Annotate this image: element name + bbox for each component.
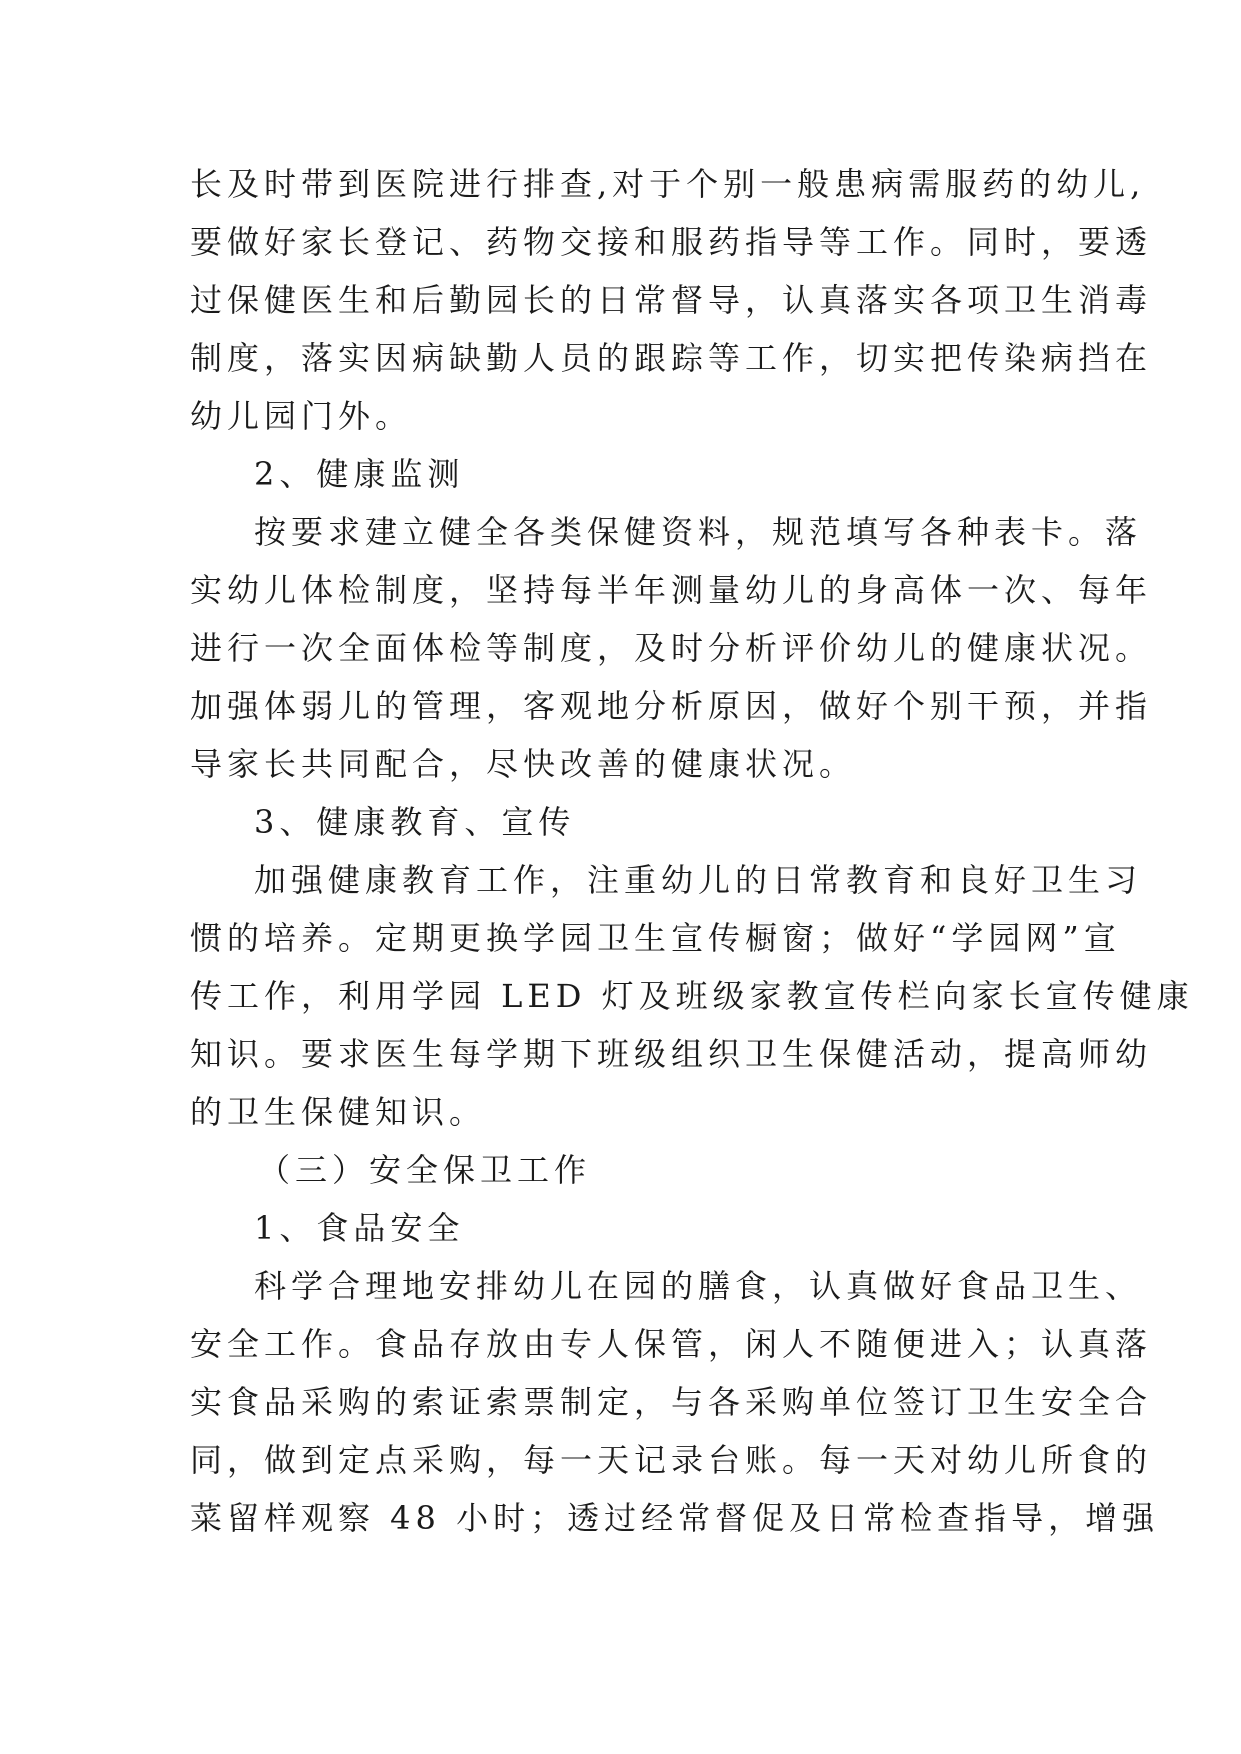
body-text-line: 幼儿园门外。: [190, 397, 413, 435]
paragraph-first-line: 科学合理地安排幼儿在园的膳食，认真做好食品卫生、: [254, 1267, 1143, 1305]
body-text-line: 安全工作。食品存放由专人保管，闲人不随便进入；认真落: [190, 1325, 1153, 1363]
section-heading: 2、健康监测: [254, 455, 465, 493]
body-text-line: 实食品采购的索证索票制定，与各采购单位签订卫生安全合: [190, 1383, 1153, 1421]
body-text-line: 制度，落实因病缺勤人员的跟踪等工作，切实把传染病挡在: [190, 339, 1153, 377]
paragraph-first-line: 加强健康教育工作，注重幼儿的日常教育和良好卫生习: [254, 861, 1143, 899]
body-text-line: 的卫生保健知识。: [190, 1093, 487, 1131]
body-text-line: 知识。要求医生每学期下班级组织卫生保健活动，提高师幼: [190, 1035, 1153, 1073]
section-heading: （三）安全保卫工作: [258, 1151, 592, 1189]
body-text-line: 导家长共同配合，尽快改善的健康状况。: [190, 745, 857, 783]
section-heading: 3、健康教育、宣传: [254, 803, 576, 841]
body-text-line: 惯的培养。定期更换学园卫生宣传橱窗；做好“学园网”宣: [190, 919, 1121, 957]
body-text-line: 同，做到定点采购，每一天记录台账。每一天对幼儿所食的: [190, 1441, 1153, 1479]
body-text-line: 长及时带到医院进行排查,对于个别一般患病需服药的幼儿,: [190, 165, 1146, 203]
paragraph-first-line: 按要求建立健全各类保健资料，规范填写各种表卡。落: [254, 513, 1143, 551]
body-text-line: 实幼儿体检制度，坚持每半年测量幼儿的身高体一次、每年: [190, 571, 1153, 609]
body-text-line: 菜留样观察 48 小时；透过经常督促及日常检查指导，增强: [190, 1499, 1160, 1537]
section-heading: 1、食品安全: [254, 1209, 465, 1247]
body-text-line: 加强体弱儿的管理，客观地分析原因，做好个别干预，并指: [190, 687, 1153, 725]
body-text-line: 过保健医生和后勤园长的日常督导，认真落实各项卫生消毒: [190, 281, 1153, 319]
body-text-line: 进行一次全面体检等制度，及时分析评价幼儿的健康状况。: [190, 629, 1153, 667]
body-text-line: 传工作，利用学园 LED 灯及班级家教宣传栏向家长宣传健康: [190, 977, 1194, 1015]
body-text-line: 要做好家长登记、药物交接和服药指导等工作。同时，要透: [190, 223, 1153, 261]
